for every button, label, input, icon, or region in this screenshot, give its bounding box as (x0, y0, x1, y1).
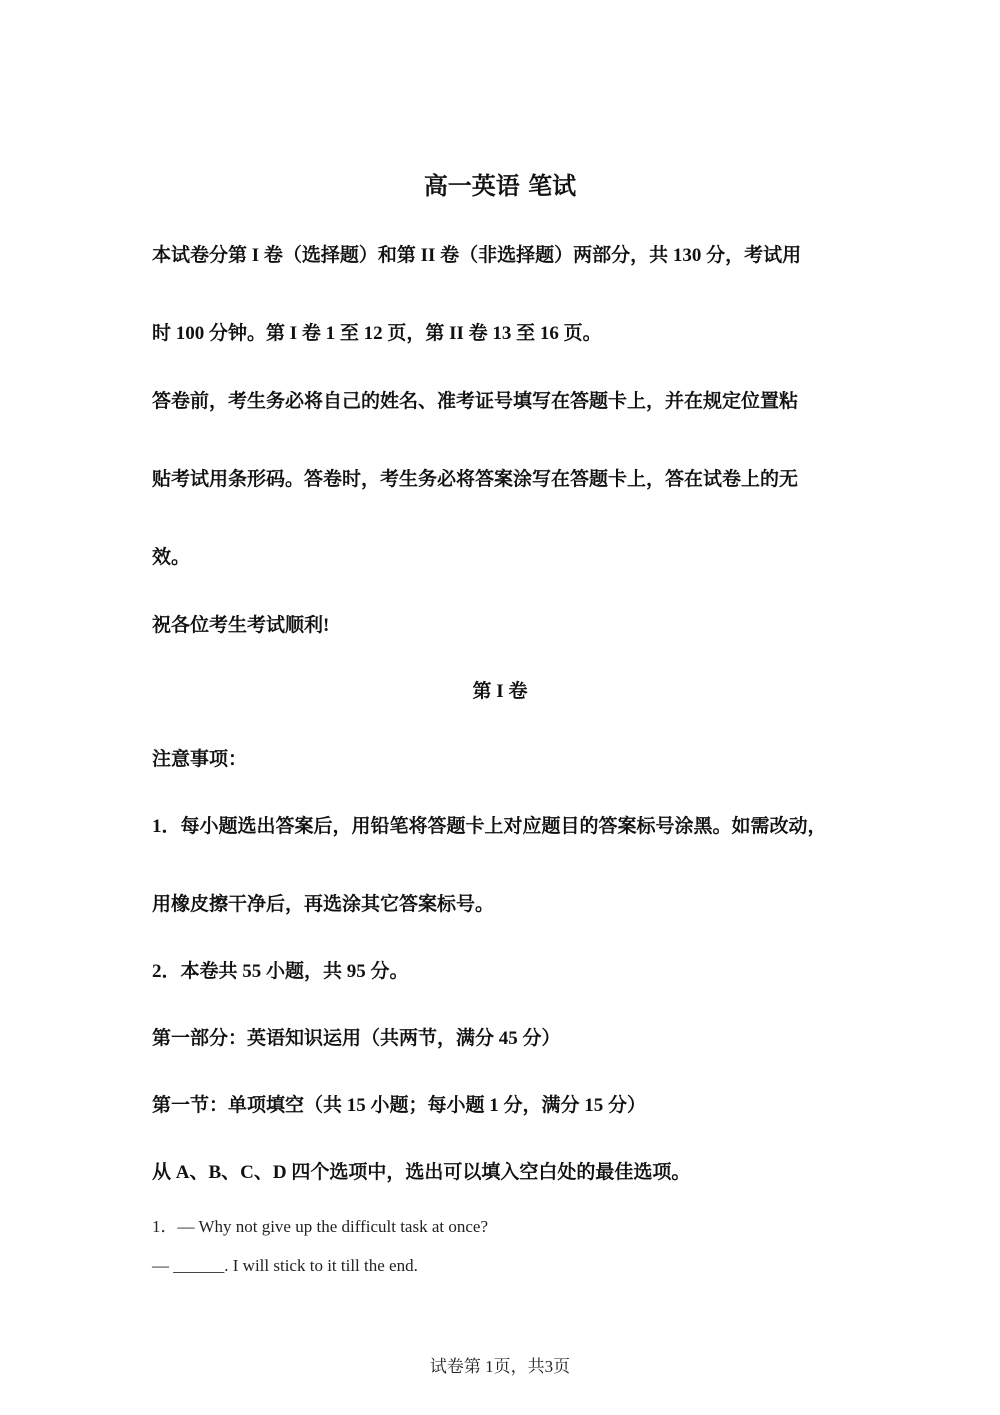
intro-line-3: 答卷前，考生务必将自己的姓名、准考证号填写在答题卡上，并在规定位置粘 (152, 391, 799, 412)
good-luck-line: 祝各位考生考试顺利! (152, 615, 330, 636)
subsection-heading: 第一节：单项填空（共 15 小题；每小题 1 分，满分 15 分） (152, 1095, 647, 1116)
page-footer: 试卷第 1页，共3页 (429, 1357, 571, 1376)
note-line-3: 2．本卷共 55 小题，共 95 分。 (152, 961, 409, 982)
section-heading: 第 I 卷 (472, 681, 528, 702)
intro-line-4: 贴考试用条形码。答卷时，考生务必将答案涂写在答题卡上，答在试卷上的无 (152, 469, 799, 490)
exam-title: 高一英语 笔试 (423, 172, 577, 200)
intro-line-5: 效。 (152, 547, 191, 568)
notes-label: 注意事项： (152, 749, 248, 770)
intro-line-1: 本试卷分第 I 卷（选择题）和第 II 卷（非选择题）两部分，共 130 分，考试用 (152, 245, 802, 266)
instruction-line: 从 A、B、C、D 四个选项中，选出可以填入空白处的最佳选项。 (152, 1162, 691, 1183)
intro-line-2: 时 100 分钟。第 I 卷 1 至 12 页，第 II 卷 13 至 16 页。 (152, 323, 602, 344)
question-1-stem: 1．— Why not give up the difficult task at once? (152, 1217, 488, 1236)
part-heading: 第一部分：英语知识运用（共两节，满分 45 分） (152, 1028, 561, 1049)
note-line-1: 1．每小题选出答案后，用铅笔将答题卡上对应题目的答案标号涂黑。如需改动， (152, 816, 827, 837)
note-line-2: 用橡皮擦干净后，再选涂其它答案标号。 (152, 894, 495, 915)
question-1-response: — ______. I will stick to it till the end. (152, 1256, 418, 1275)
